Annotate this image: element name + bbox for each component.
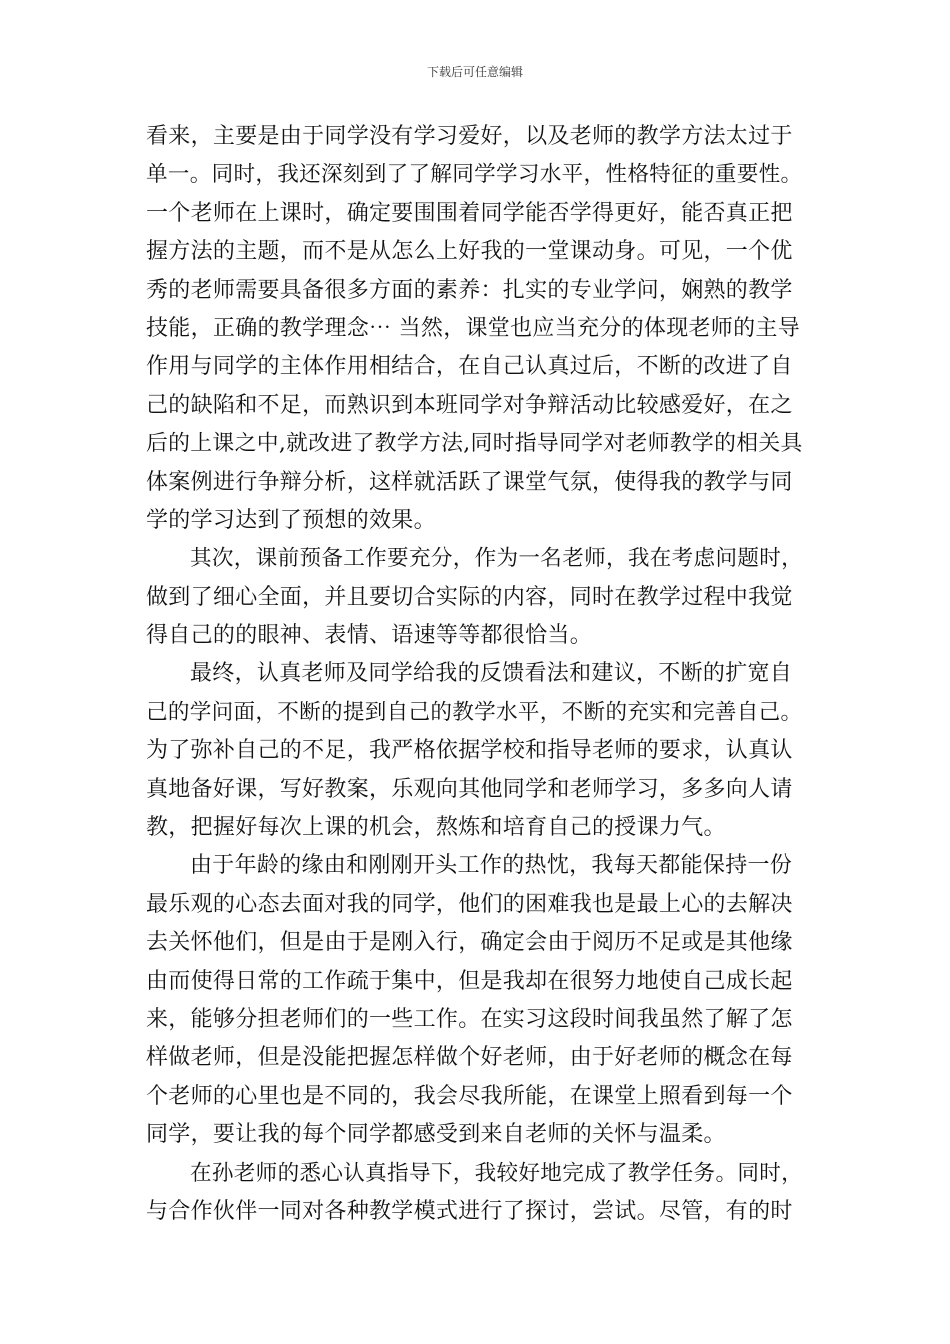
text-line: 得自己的的眼神、表情、语速等等都很恰当。 xyxy=(146,623,593,649)
text-line: 由而使得日常的工作疏于集中，但是我却在很努力地使自己成长起 xyxy=(146,968,793,994)
text-line: 真地备好课，写好教案，乐观向其他同学和老师学习，多多向人请 xyxy=(146,776,793,802)
text-line: 后的上课之中,就改进了教学方法,同时指导同学对老师教学的相关具 xyxy=(146,431,803,457)
text-line: 样做老师，但是没能把握怎样做个好老师，由于好老师的概念在每 xyxy=(146,1045,793,1071)
text-line: 做到了细心全面，并且要切合实际的内容，同时在教学过程中我觉 xyxy=(146,584,793,610)
text-line: 由于年龄的缘由和刚刚开头工作的热忱，我每天都能保持一份 xyxy=(190,853,793,879)
text-line: 在孙老师的悉心认真指导下，我较好地完成了教学任务。同时， xyxy=(190,1160,804,1186)
text-line: 最乐观的心态去面对我的同学，他们的困难我也是最上心的去解决 xyxy=(146,891,793,917)
text-line: 学的学习达到了预想的效果。 xyxy=(146,507,436,533)
document-body xyxy=(146,118,806,1231)
text-line: 单一。同时，我还深刻到了了解同学学习水平，性格特征的重要性。 xyxy=(146,162,803,188)
text-line: 个老师的心里也是不同的，我会尽我所能，在课堂上照看到每一个 xyxy=(146,1083,793,1109)
text-line: 为了弥补自己的不足，我严格依据学校和指导老师的要求，认真认 xyxy=(146,738,793,764)
text-line: 体案例进行争辩分析，这样就活跃了课堂气氛，使得我的教学与同 xyxy=(146,469,793,495)
text-line: 看来，主要是由于同学没有学习爱好，以及老师的教学方法太过于 xyxy=(146,124,793,149)
text-line: 技能，正确的教学理念⋯ 当然，课堂也应当充分的体现老师的主导 xyxy=(146,315,800,341)
text-line: 一个老师在上课时，确定要围围着同学能否学得更好，能否真正把 xyxy=(146,200,793,226)
page-header: 下载后可任意编辑 xyxy=(426,65,523,79)
text-line: 握方法的主题，而不是从怎么上好我的一堂课动身。可见，一个优 xyxy=(146,239,793,265)
text-line: 其次，课前预备工作要充分，作为一名老师，我在考虑问题时， xyxy=(190,546,804,572)
text-line: 教，把握好每次上课的机会，熬炼和培育自己的授课力气。 xyxy=(146,815,726,841)
text-line: 与合作伙伴一同对各种教学模式进行了探讨，尝试。尽管，有的时 xyxy=(146,1198,793,1224)
text-line: 最终，认真老师及同学给我的反馈看法和建议，不断的扩宽自 xyxy=(190,661,793,687)
text-line: 己的缺陷和不足，而熟识到本班同学对争辩活动比较感爱好，在之 xyxy=(146,392,793,418)
text-line: 秀的老师需要具备很多方面的素养：扎实的专业学问，娴熟的教学 xyxy=(146,277,793,303)
text-line: 作用与同学的主体作用相结合，在自己认真过后，不断的改进了自 xyxy=(146,354,793,380)
text-line: 去关怀他们，但是由于是刚入行，确定会由于阅历不足或是其他缘 xyxy=(146,930,793,956)
text-line: 同学，要让我的每个同学都感受到来自老师的关怀与温柔。 xyxy=(146,1122,726,1148)
text-line: 己的学问面，不断的提到自己的教学水平，不断的充实和完善自己。 xyxy=(146,699,803,725)
text-line: 来，能够分担老师们的一些工作。在实习这段时间我虽然了解了怎 xyxy=(146,1006,793,1032)
